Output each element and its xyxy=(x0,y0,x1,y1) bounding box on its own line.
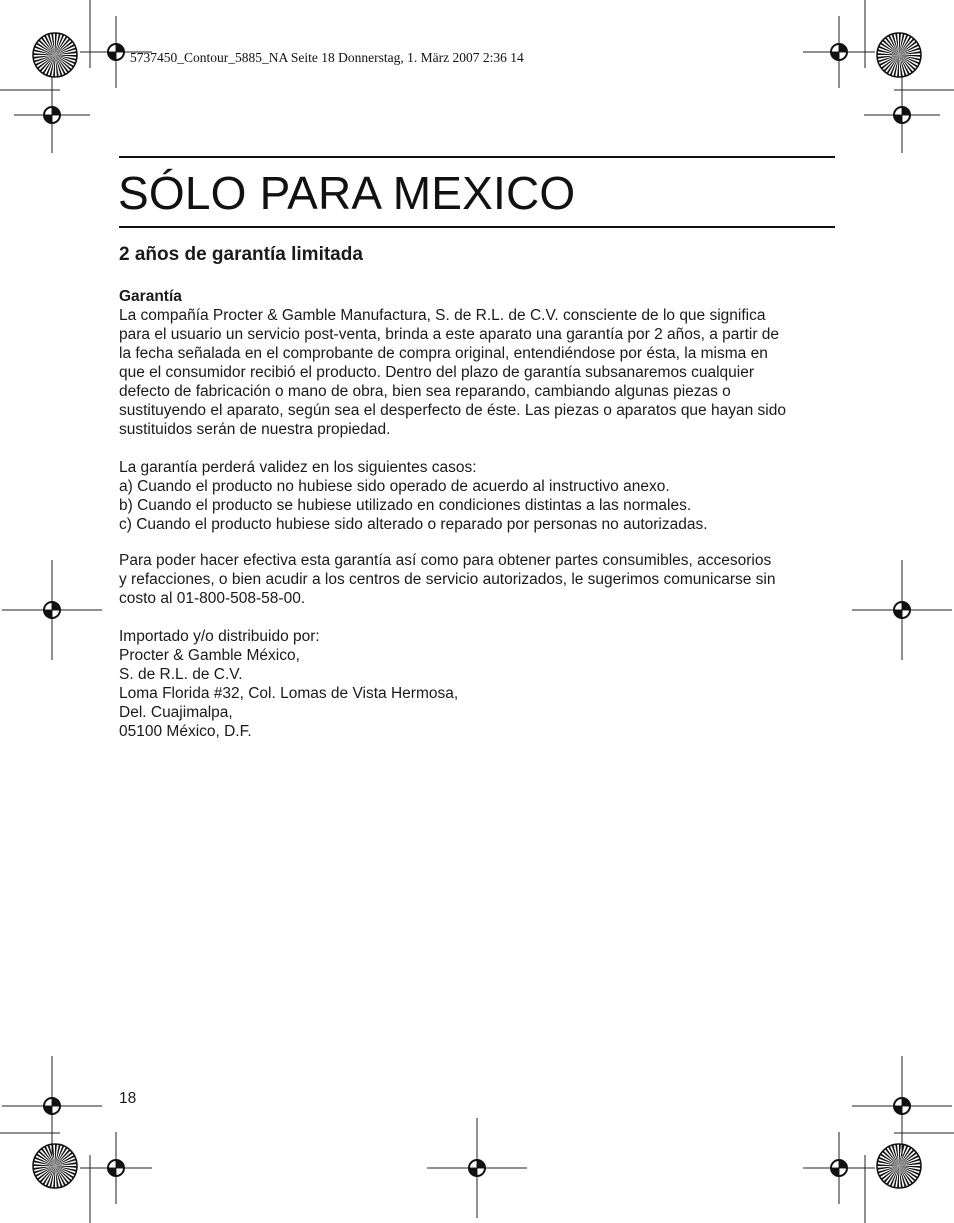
star-target-mark xyxy=(877,33,921,77)
warranty-block xyxy=(119,287,849,439)
importer-address xyxy=(119,627,849,741)
page-number: 18 xyxy=(119,1090,137,1107)
registration-mark xyxy=(2,560,102,660)
text-line: Procter & Gamble México, xyxy=(119,647,300,664)
list-item: c) Cuando el producto hubiese sido alterado o reparado por personas no autorizadas. xyxy=(119,516,708,533)
registration-mark xyxy=(2,1056,102,1156)
registration-mark xyxy=(803,16,875,88)
text-line: sustituyendo el aparato, según sea el desperfecto de éste. Las piezas o aparatos que hayan sido xyxy=(119,402,786,419)
print-slug: 5737450_Contour_5885_NA Seite 18 Donnerstag, 1. März 2007 2:36 14 xyxy=(130,50,524,65)
text-line: costo al 01-800-508-58-00. xyxy=(119,590,306,607)
registration-mark xyxy=(14,77,90,153)
text-line: La compañía Procter & Gamble Manufactura, S. de R.L. de C.V. consciente de lo que significa xyxy=(119,307,766,324)
paragraph-exclusions xyxy=(119,458,849,534)
text-line: S. de R.L. de C.V. xyxy=(119,666,243,683)
text-line: Loma Florida #32, Col. Lomas de Vista Hermosa, xyxy=(119,685,459,702)
list-item: a) Cuando el producto no hubiese sido operado de acuerdo al instructivo anexo. xyxy=(119,478,670,495)
text-line: que el consumidor recibió el producto. Dentro del plazo de garantía subsanaremos cualquier xyxy=(119,364,755,381)
registration-mark xyxy=(852,1056,952,1156)
text-line: Del. Cuajimalpa, xyxy=(119,704,233,721)
title-rule-top xyxy=(119,156,835,158)
text-line: Para poder hacer efectiva esta garantía así como para obtener partes consumibles, accesorios xyxy=(119,552,772,569)
paragraph-service xyxy=(119,551,849,608)
registration-mark xyxy=(803,1132,875,1204)
text-line: la fecha señalada en el comprobante de compra original, entendiéndose por ésta, la misma en xyxy=(119,345,768,362)
section-subtitle: 2 años de garantía limitada xyxy=(119,244,363,265)
title-rule-bottom xyxy=(119,226,835,228)
registration-mark xyxy=(427,1118,527,1218)
page-title: SÓLO PARA MEXICO xyxy=(118,167,576,219)
registration-mark xyxy=(80,1132,152,1204)
star-target-mark xyxy=(33,1144,77,1188)
text-line: y refacciones, o bien acudir a los centros de servicio autorizados, le sugerimos comunicarse sin xyxy=(119,571,776,588)
star-target-mark xyxy=(877,1144,921,1188)
text-line: defecto de fabricación o mano de obra, bien sea reparando, cambiando algunas piezas o xyxy=(119,383,731,400)
paragraph-warranty xyxy=(119,306,849,439)
registration-mark xyxy=(852,560,952,660)
text-line: sustituidos serán de nuestra propiedad. xyxy=(119,421,391,438)
list-item: b) Cuando el producto se hubiese utilizado en condiciones distintas a las normales. xyxy=(119,497,692,514)
star-target-mark xyxy=(33,33,77,77)
registration-mark xyxy=(864,77,940,153)
section-label: Garantía xyxy=(119,288,182,305)
text-line: para el usuario un servicio post-venta, brinda a este aparato una garantía por 2 años, a partir de xyxy=(119,326,780,343)
text-line: 05100 México, D.F. xyxy=(119,723,252,740)
text-line: La garantía perderá validez en los siguientes casos: xyxy=(119,459,477,476)
text-line: Importado y/o distribuido por: xyxy=(119,628,320,645)
